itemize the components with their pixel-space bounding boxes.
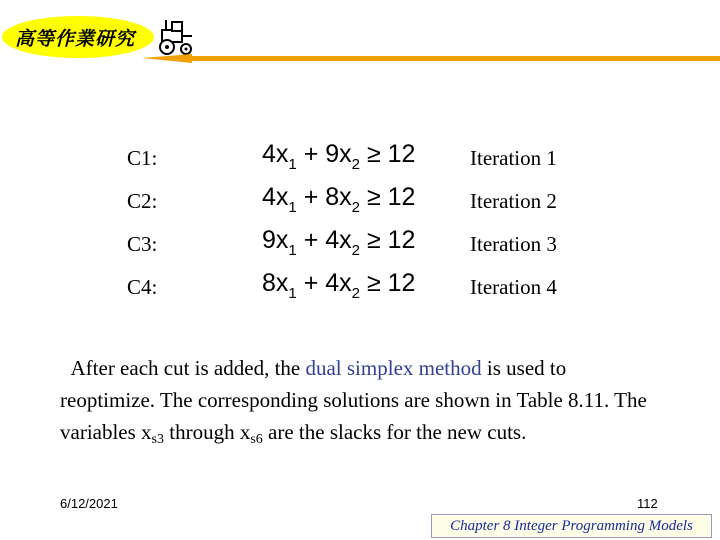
cut-row <box>0 224 720 264</box>
header-rule <box>190 56 720 61</box>
subscript: 1 <box>288 242 297 259</box>
coef-b: 4 <box>325 269 340 297</box>
var-x: x <box>339 226 352 254</box>
plus-sign: + <box>303 269 319 297</box>
cut-label: C1: <box>127 146 158 170</box>
geq-sign: ≥ <box>366 269 381 297</box>
var-x: x <box>275 269 289 297</box>
subscript: 2 <box>351 156 361 173</box>
logo-badge <box>2 16 154 58</box>
subscript: s3 <box>151 432 164 447</box>
para-text: is used to reoptimize. The corresponding solutions are shown in Table 8.11. The variables <box>60 356 647 444</box>
para-text: through <box>164 420 240 444</box>
cut-label: C2: <box>127 189 158 213</box>
subscript: s6 <box>250 432 263 447</box>
geq-sign: ≥ <box>366 183 381 211</box>
plus-sign: + <box>303 183 319 211</box>
var-x: x <box>239 420 251 444</box>
coef-a: 9 <box>262 226 276 254</box>
coef-b: 9 <box>325 140 340 168</box>
subscript: 2 <box>351 199 361 216</box>
cut-inequality <box>262 269 415 302</box>
rhs: 12 <box>387 226 416 254</box>
iteration-label: Iteration 2 <box>470 189 557 213</box>
coef-b: 8 <box>325 183 340 211</box>
var-x: x <box>339 140 352 168</box>
iteration-label: Iteration 3 <box>470 232 557 256</box>
coef-a: 8 <box>262 269 276 297</box>
subscript: 1 <box>288 156 297 173</box>
iteration-label: Iteration 1 <box>470 146 557 170</box>
subscript: 2 <box>351 242 361 259</box>
plus-sign: + <box>303 226 319 254</box>
explanation-paragraph <box>60 352 660 456</box>
page-number: 112 <box>637 496 658 511</box>
coef-a: 4 <box>262 183 276 211</box>
var-x: x <box>275 183 289 211</box>
subscript: 1 <box>288 199 297 216</box>
coef-a: 4 <box>262 140 276 168</box>
geq-sign: ≥ <box>366 140 381 168</box>
iteration-label: Iteration 4 <box>470 275 557 299</box>
cut-inequality <box>262 183 415 216</box>
rhs: 12 <box>387 269 416 297</box>
cut-row <box>0 267 720 307</box>
plus-sign: + <box>303 140 319 168</box>
header-rule-cap <box>142 54 192 63</box>
cut-row <box>0 181 720 221</box>
var-x: x <box>141 420 152 444</box>
footer-date: 6/12/2021 <box>60 496 118 511</box>
dual-simplex-term: dual simplex method <box>305 356 482 380</box>
geq-sign: ≥ <box>366 226 381 254</box>
chapter-footer: Chapter 8 Integer Programming Models <box>431 514 712 538</box>
rhs: 12 <box>387 140 416 168</box>
cut-label: C4: <box>127 275 158 299</box>
cut-inequality <box>262 140 415 173</box>
para-text: After each cut is added, the <box>70 356 306 380</box>
cut-row <box>0 138 720 178</box>
subscript: 2 <box>351 285 361 302</box>
coef-b: 4 <box>325 226 340 254</box>
subscript: 1 <box>288 285 297 302</box>
cut-label: C3: <box>127 232 158 256</box>
rhs: 12 <box>387 183 416 211</box>
para-text: are the slacks for the new cuts. <box>262 420 527 444</box>
var-x: x <box>339 269 352 297</box>
var-x: x <box>275 226 289 254</box>
cut-inequality <box>262 226 415 259</box>
var-x: x <box>275 140 289 168</box>
logo-text: 高等作業研究 <box>14 27 135 50</box>
var-x: x <box>339 183 352 211</box>
